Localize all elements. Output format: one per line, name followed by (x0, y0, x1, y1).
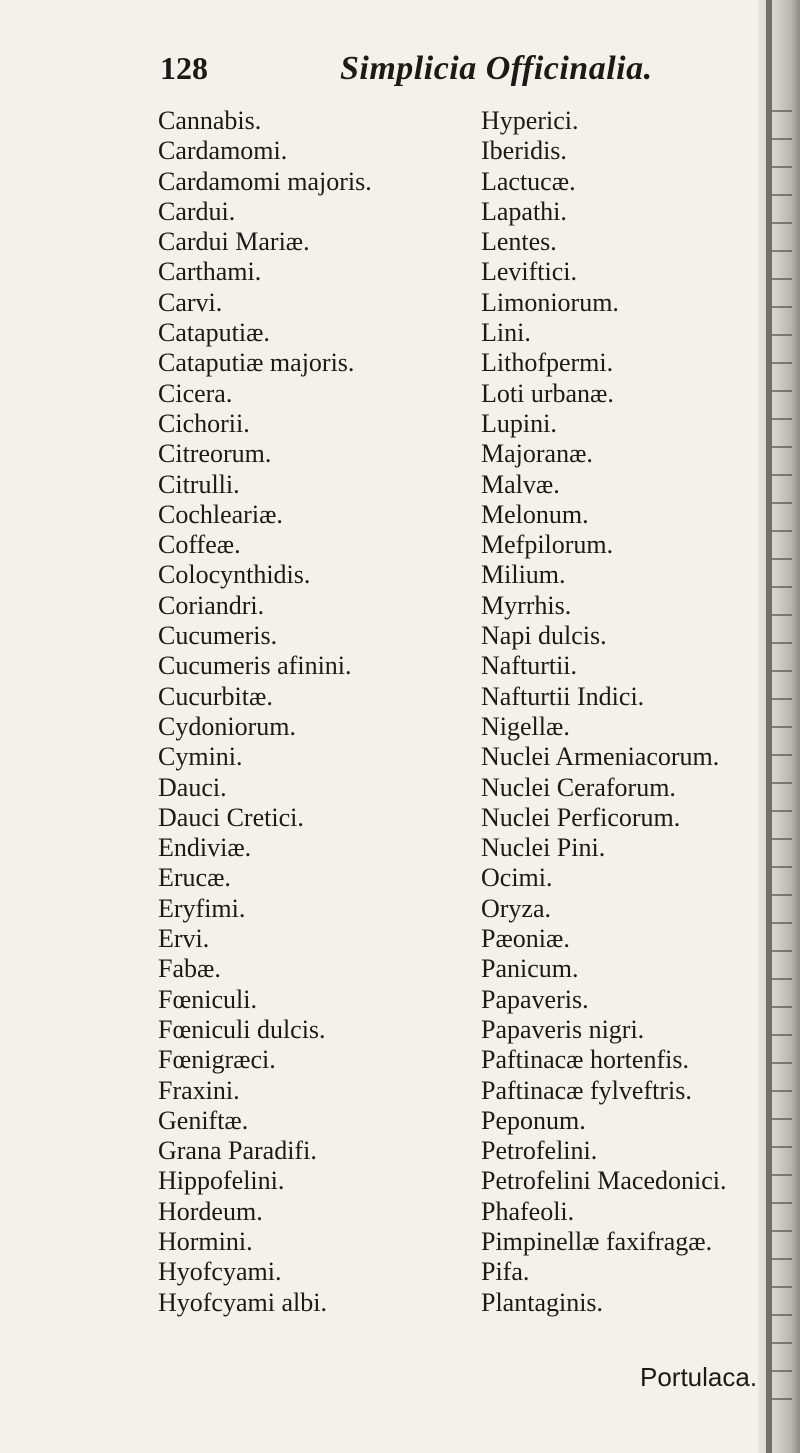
index-entry: Myrrhis. (481, 590, 572, 620)
index-entry: Citrulli. (158, 469, 240, 499)
index-entry: Cydoniorum. (158, 711, 296, 741)
index-entry: Cucumeris. (158, 621, 278, 651)
index-entry: Cochleariæ. (158, 499, 283, 529)
page-number: 128 (160, 50, 208, 86)
index-entry: Pæoniæ. (481, 924, 570, 954)
index-entry: Leviftici. (481, 257, 578, 287)
index-entry: Hormini. (158, 1226, 253, 1256)
index-entry: Ervi. (158, 924, 210, 954)
running-head: Simplicia Officinalia. (340, 50, 653, 87)
index-entry: Nuclei Ceraforum. (481, 772, 676, 802)
index-entry: Lactucæ. (481, 166, 576, 196)
index-entry: Pifa. (481, 1257, 530, 1287)
index-entry: Milium. (481, 560, 566, 590)
index-entry: Lentes. (481, 227, 557, 257)
index-entry: Fabæ. (158, 954, 221, 984)
index-entry: Cardui. (158, 196, 236, 226)
index-entry: Fraxini. (158, 1075, 240, 1105)
index-entry: Carthami. (158, 257, 262, 287)
index-entry: Lupini. (481, 408, 557, 438)
page-header (160, 50, 700, 100)
index-entry: Ocimi. (481, 863, 553, 893)
index-entry: Cicera. (158, 378, 233, 408)
index-entry: Pimpinellæ faxifragæ. (481, 1226, 713, 1256)
index-entry: Fœniculi dulcis. (158, 1014, 326, 1044)
index-entry: Cataputiæ majoris. (158, 348, 355, 378)
index-entry: Majoranæ. (481, 439, 593, 469)
index-entry: Papaveris nigri. (481, 1014, 645, 1044)
index-entry: Mefpilorum. (481, 530, 614, 560)
index-entry: Plantaginis. (481, 1287, 604, 1317)
index-entry: Cannabis. (158, 106, 262, 135)
index-entry: Citreorum. (158, 439, 272, 469)
index-entry: Endiviæ. (158, 833, 252, 863)
index-entry: Nuclei Pini. (481, 833, 606, 863)
index-entry: Cucurbitæ. (158, 681, 273, 711)
index-entry: Fœnigræci. (158, 1045, 276, 1075)
index-entry: Paftinacæ fylveftris. (481, 1075, 692, 1105)
index-entry: Loti urbanæ. (481, 378, 614, 408)
index-entry: Cataputiæ. (158, 318, 270, 348)
index-entry: Papaveris. (481, 984, 589, 1014)
index-entry: Limoniorum. (481, 287, 619, 317)
index-entry: Lapathi. (481, 196, 567, 226)
index-entry: Hippofelini. (158, 1166, 285, 1196)
index-entry: Coriandri. (158, 590, 265, 620)
index-entry: Dauci Cretici. (158, 802, 304, 832)
index-entry: Cucumeris afinini. (158, 651, 352, 681)
index-entry: Erucæ. (158, 863, 231, 893)
index-entry: Hyperici. (481, 106, 579, 135)
facing-page-text-edge (772, 110, 792, 1400)
index-entry: Peponum. (481, 1105, 586, 1135)
index-entry: Oryza. (481, 893, 552, 923)
index-entry: Iberidis. (481, 136, 567, 166)
index-entry: Colocynthidis. (158, 560, 311, 590)
index-entry: Cardamomi. (158, 136, 288, 166)
index-entry: Eryfimi. (158, 893, 246, 923)
index-entry: Coffeæ. (158, 530, 241, 560)
index-entry: Hordeum. (158, 1196, 263, 1226)
catchword: Portulaca. (640, 1362, 758, 1392)
index-entry: Petrofelini. (481, 1136, 598, 1166)
left-column (158, 106, 372, 1318)
index-entry: Nigellæ. (481, 711, 570, 741)
index-entry: Carvi. (158, 287, 223, 317)
index-entry: Cardui Mariæ. (158, 227, 310, 257)
index-entry: Cichorii. (158, 408, 250, 438)
index-entry: Grana Paradifi. (158, 1136, 317, 1166)
index-entry: Lithofpermi. (481, 348, 614, 378)
index-entry: Nuclei Armeniacorum. (481, 742, 720, 772)
index-entry: Phafeoli. (481, 1196, 575, 1226)
right-column (481, 106, 726, 1318)
index-entry: Nafturtii Indici. (481, 681, 645, 711)
index-entry: Paftinacæ hortenfis. (481, 1045, 689, 1075)
index-entry: Nafturtii. (481, 651, 578, 681)
index-entry: Hyofcyami albi. (158, 1287, 327, 1317)
index-entry: Napi dulcis. (481, 621, 607, 651)
index-entry: Panicum. (481, 954, 579, 984)
index-entry: Petrofelini Macedonici. (481, 1166, 727, 1196)
index-entry: Cymini. (158, 742, 243, 772)
index-entry: Malvæ. (481, 469, 560, 499)
index-entry: Nuclei Perficorum. (481, 802, 681, 832)
index-entry: Cardamomi majoris. (158, 166, 372, 196)
index-entry: Fœniculi. (158, 984, 257, 1014)
index-entry: Lini. (481, 318, 531, 348)
gutter-shadow (766, 0, 772, 1453)
binding-edge (758, 0, 800, 1453)
index-entry: Geniftæ. (158, 1105, 249, 1135)
index-entry: Dauci. (158, 772, 227, 802)
index-entry: Hyofcyami. (158, 1257, 282, 1287)
index-entry: Melonum. (481, 499, 589, 529)
